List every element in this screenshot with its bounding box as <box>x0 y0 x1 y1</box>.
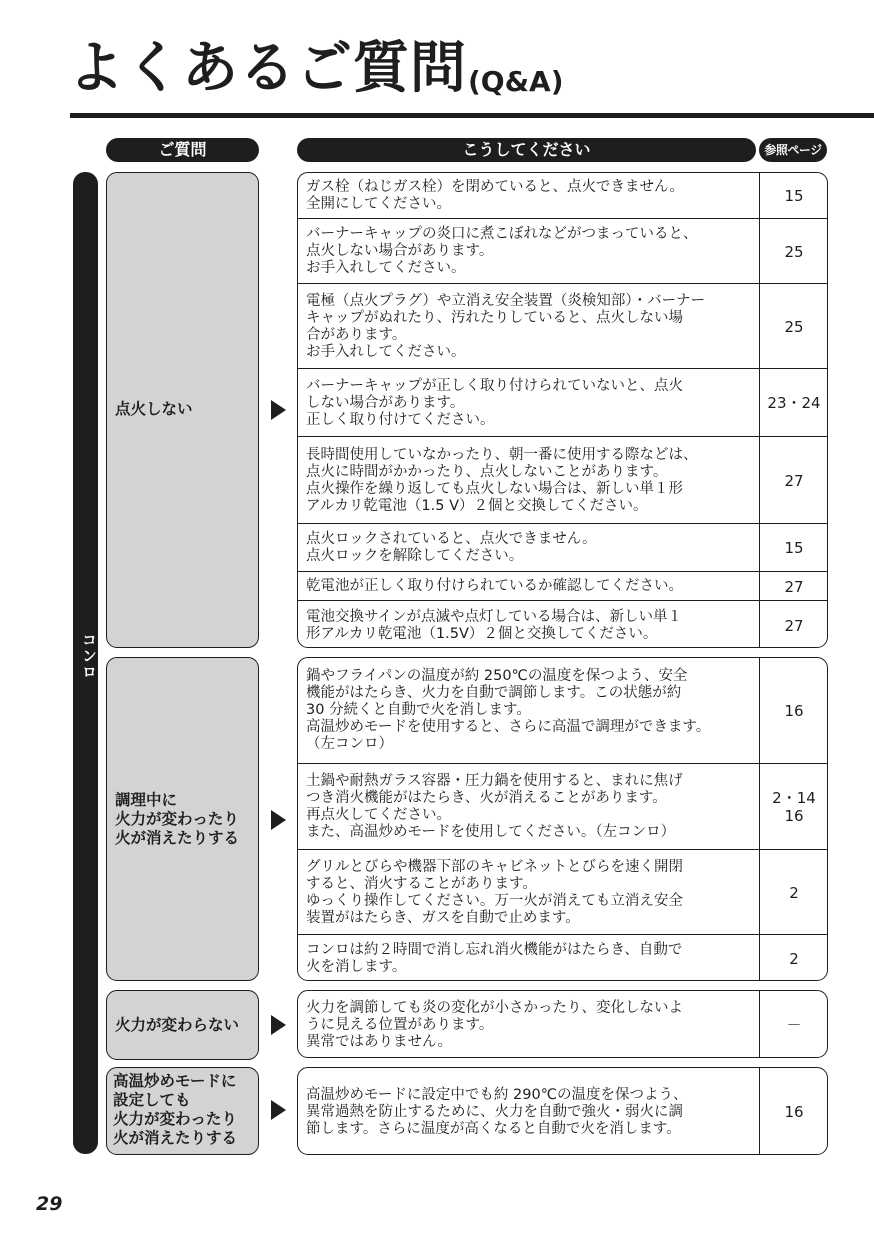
reference-page: 2 <box>759 850 828 935</box>
reference-page: 2 <box>759 935 828 981</box>
answer-table-flame-not-changing <box>297 990 828 1058</box>
title-underline <box>70 113 874 118</box>
answer-text: 高温炒めモードに設定中でも約 290℃の温度を保つよう、 異常過熱を防止するために、火力を自動で強火・弱火に調 節します。さらに温度が高くなると自動で火を消します。 <box>306 1086 688 1137</box>
reference-page: 27 <box>759 572 828 601</box>
arrow-icon <box>271 400 286 420</box>
page-number: 29 <box>36 1193 63 1215</box>
table-row <box>298 571 827 601</box>
question-no-ignition: 点火しない <box>115 400 193 418</box>
table-row <box>298 934 827 981</box>
answer-text: ガス栓（ねじガス栓）を閉めていると、点火できません。 全開にしてください。 <box>306 178 684 212</box>
answer-text: 点火ロックされていると、点火できません。 点火ロックを解除してください。 <box>306 531 597 564</box>
table-row <box>298 991 827 1058</box>
answer-table-no-ignition <box>297 172 828 648</box>
reference-page: 2・14 16 <box>759 764 828 850</box>
table-row <box>298 763 827 850</box>
table-row <box>298 218 827 284</box>
page-title: よくあるご質問 <box>68 36 467 101</box>
answer-text: 火力を調節しても炎の変化が小さかったり、変化しないよ うに見える位置があります。 異常ではありません。 <box>306 999 683 1050</box>
answer-text: 土鍋や耐熱ガラス容器・圧力鍋を使用すると、まれに焦げ つき消火機能がはたらき、火が消えることがあります。 再点火してください。 また、高温炒めモードを使用してください。（左コンロ） <box>306 773 683 840</box>
question-flame-changes-cooking: 調理中に 火力が変わったり 火が消えたりする <box>115 791 240 847</box>
answer-text: 鍋やフライパンの温度が約 250℃の温度を保つよう、安全 機能がはたらき、火力を自動で調節します。この状態が約 30 分続くと自動で火を消します。 高温炒めモードを使用すると、さらに高温で調理ができます。 （左コンロ） <box>306 668 711 752</box>
answer-text: 長時間使用していなかったり、朝一番に使用する際などは、 点火に時間がかかったり、点火しないことがあります。 点火操作を繰り返しても点火しない場合は、新しい単１形 アルカリ乾電池（1.5 V）２個と交換してください。 <box>306 446 698 514</box>
page-subtitle: (Q&A) <box>468 65 564 98</box>
answer-text: 電極（点火プラグ）や立消え安全装置（炎検知部）・バーナー キャップがぬれたり、汚れたりしていると、点火しない場 合があります。 お手入れしてください。 <box>306 292 706 360</box>
answer-text: バーナーキャップの炎口に煮こぼれなどがつまっていると、 点火しない場合があります。 お手入れしてください。 <box>306 226 698 276</box>
header-answer: こうしてください <box>297 138 756 162</box>
reference-page: 16 <box>759 1068 828 1155</box>
reference-page: 23・24 <box>759 369 828 437</box>
table-row <box>298 523 827 572</box>
answer-text: バーナーキャップが正しく取り付けられていないと、点火 しない場合があります。 正しく取り付けてください。 <box>306 377 683 428</box>
table-row <box>298 173 827 218</box>
table-row <box>298 368 827 437</box>
answer-text: 電池交換サインが点滅や点灯している場合は、新しい単１ 形アルカリ乾電池（1.5V）２個と交換してください。 <box>306 608 682 642</box>
table-row <box>298 600 827 648</box>
answer-table-high-temp-mode <box>297 1067 828 1155</box>
reference-page: 25 <box>759 219 828 284</box>
table-row <box>298 1068 827 1155</box>
header-question: ご質問 <box>106 138 259 162</box>
reference-page: 15 <box>759 173 828 218</box>
answer-text: 乾電池が正しく取り付けられているか確認してください。 <box>306 578 683 594</box>
arrow-icon <box>271 1015 286 1035</box>
table-row <box>298 436 827 524</box>
table-row <box>298 658 827 763</box>
reference-page: 27 <box>759 601 828 648</box>
answer-table-flame-changes-cooking <box>297 657 828 981</box>
header-reference-page: 参照ページ <box>759 138 827 162</box>
reference-page: 15 <box>759 524 828 572</box>
table-row <box>298 283 827 369</box>
question-flame-not-changing: 火力が変わらない <box>115 1016 240 1034</box>
arrow-icon <box>271 810 286 830</box>
question-high-temp-mode: 高温炒めモードに 設定しても 火力が変わったり 火が消えたりする <box>113 1072 238 1147</box>
arrow-icon <box>271 1100 286 1120</box>
table-row <box>298 849 827 935</box>
answer-text: コンロは約２時間で消し忘れ消火機能がはたらき、自動で 火を消します。 <box>306 942 683 975</box>
answer-text: グリルとびらや機器下部のキャビネットとびらを速く開閉 すると、消火することがあります。 ゆっくり操作してください。万一火が消えても立消え安全 装置がはたらき、ガスを自動で止めます。 <box>306 858 683 926</box>
reference-page: 25 <box>759 284 828 369</box>
reference-page: 16 <box>759 658 828 763</box>
reference-page: 27 <box>759 437 828 524</box>
category-label: コンロ <box>80 632 98 680</box>
reference-page: － <box>759 991 828 1058</box>
